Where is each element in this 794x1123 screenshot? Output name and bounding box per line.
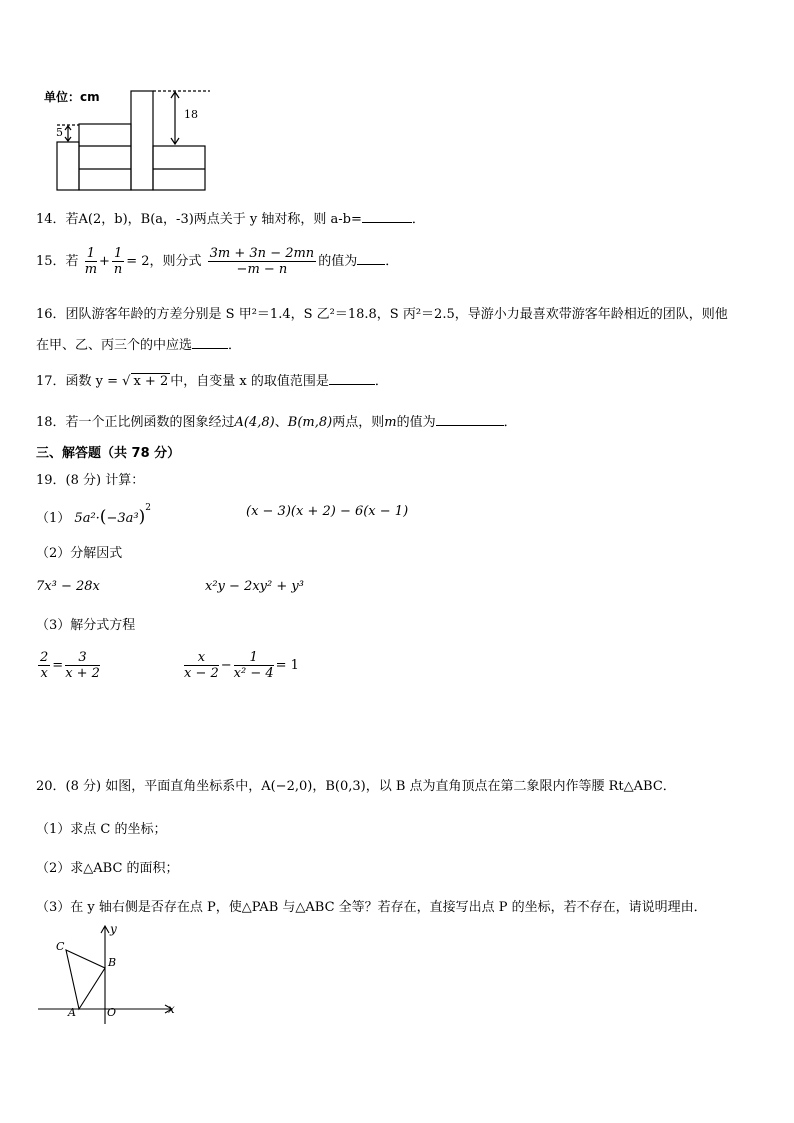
frac-num: 3 — [65, 650, 100, 666]
question-18 — [36, 411, 517, 430]
sqrt-radicand: x + 2 — [133, 374, 169, 389]
q20-sub2: （2）求△ABC 的面积； — [36, 861, 179, 876]
q16-text: 在甲、乙、丙三个的中应选 — [36, 338, 193, 353]
q15-blank[interactable] — [357, 263, 385, 265]
fraction-1-over-m — [85, 246, 97, 277]
frac-den: x − 2 — [184, 666, 219, 681]
q17-blank[interactable] — [329, 383, 375, 385]
q19-part2-expr-a: 7x³ − 28x — [36, 579, 100, 594]
stacked-box-drawing — [40, 86, 220, 196]
point-b: B(m,8) — [287, 415, 333, 430]
q14-number: 14． — [36, 212, 66, 227]
var-m: m — [384, 415, 397, 430]
frac-den: n — [113, 262, 123, 277]
minus: − — [220, 658, 232, 673]
point-a: A(4,8) — [234, 415, 275, 430]
q18-blank[interactable] — [436, 424, 504, 426]
q15-text-a: 若 — [65, 254, 79, 269]
q19-part1-inner: −3a³ — [106, 511, 139, 526]
frac-den: m — [84, 262, 98, 277]
question-15 — [36, 246, 398, 277]
q19-part1-exp: 2 — [145, 503, 151, 513]
q18-text-a: 18．若一个正比例函数的图象经过 — [36, 415, 235, 430]
q15-eq: = 2，则分式 — [126, 254, 202, 269]
q19-part2-expr-b: x²y − 2xy² + y³ — [205, 579, 304, 594]
frac-den: x + 2 — [65, 666, 100, 681]
equals: = — [52, 658, 64, 673]
q17-text-a: 17．函数 y = — [36, 374, 119, 389]
frac-num: 1 — [234, 650, 274, 666]
q19-part1-expr-a: 5a²· — [74, 511, 100, 526]
fraction — [234, 650, 274, 681]
label-o: O — [107, 1006, 117, 1019]
q16-blank[interactable] — [192, 347, 228, 349]
q19-part2-label: （2）分解因式 — [36, 546, 123, 561]
q18-end: ． — [503, 415, 517, 430]
q19-part1b: (x − 3)(x + 2) − 6(x − 1) — [246, 504, 409, 519]
q18-text-b: 两点，则 — [332, 415, 385, 430]
q19-part3-label: （3）解分式方程 — [36, 618, 136, 633]
unit-label: 单位：cm — [44, 90, 100, 104]
label-x: x — [168, 1002, 175, 1016]
fraction — [184, 650, 219, 681]
label-18: 18 — [184, 108, 198, 121]
plus-sign: + — [99, 254, 110, 269]
fraction — [65, 650, 100, 681]
fraction-expression — [208, 246, 317, 277]
coordinate-figure — [36, 920, 186, 1025]
q16-end: ． — [228, 338, 242, 353]
fraction — [38, 650, 50, 681]
section-heading: 三、解答题（共 78 分） — [36, 446, 181, 461]
q18-text-c: 的值为 — [396, 415, 436, 430]
label-a: A — [68, 1006, 76, 1019]
label-c: C — [56, 940, 65, 953]
frac-num: 2 — [40, 650, 49, 665]
q20-sub1: （1）求点 C 的坐标； — [36, 822, 167, 837]
q20-sub3: （3）在 y 轴右侧是否存在点 P，使△PAB 与△ABC 全等？若存在，直接写出点 P 的坐标，若不存在，请说明理由． — [36, 900, 707, 915]
frac-num: 1 — [113, 246, 123, 261]
paren-open: ( — [99, 507, 107, 527]
frac-num: 3m + 3n − 2mn — [209, 246, 315, 261]
frac-num: 1 — [85, 246, 97, 262]
q17-end: ． — [374, 374, 388, 389]
frac-num: x — [184, 650, 219, 666]
q14-text: 若A(2，b)，B(a，-3)两点关于 y 轴对称，则 a-b= — [65, 212, 362, 227]
fraction-1-over-n — [112, 246, 124, 277]
label-y: y — [110, 922, 117, 936]
q14-end: ． — [411, 212, 425, 227]
frac-den: x² − 4 — [233, 666, 274, 681]
frac-den: x — [40, 666, 48, 681]
question-17: 17．函数 y = √ x + 2 中，自变量 x 的取值范围是 ． — [36, 374, 388, 389]
question-16-line2 — [36, 334, 241, 353]
q15-number: 15． — [36, 254, 66, 269]
q19-part1-label: （1） — [36, 511, 71, 526]
question-14 — [36, 208, 425, 227]
paren-close: ) — [138, 507, 146, 527]
q15-end: ． — [385, 254, 399, 269]
q19-part1 — [36, 503, 151, 527]
q18-sep: 、 — [274, 415, 288, 430]
label-5: 5 — [56, 126, 63, 139]
frac-den: −m − n — [236, 262, 288, 277]
q20-heading: 20．(8 分) 如图，平面直角坐标系中，A(−2,0)，B(0,3)，以 B 点为直角顶点在第二象限内作等腰 Rt△ABC． — [36, 779, 676, 794]
label-b: B — [108, 956, 117, 969]
question-16-line1: 16．团队游客年龄的方差分别是 S 甲²＝1.4，S 乙²＝18.8，S 丙²＝2.5，导游小力最喜欢带游客年龄相近的团队，则他 — [36, 307, 728, 322]
q19-heading: 19．(8 分) 计算： — [36, 473, 145, 488]
equals-one: = 1 — [275, 658, 299, 673]
q15-text-b: 的值为 — [318, 254, 358, 269]
q14-blank[interactable] — [362, 221, 412, 223]
stacked-box-figure — [40, 86, 220, 196]
q19-part3-eq-b — [182, 650, 299, 681]
q17-text-b: 中，自变量 x 的取值范围是 — [170, 374, 329, 389]
q19-part3-eq-a — [36, 650, 102, 681]
